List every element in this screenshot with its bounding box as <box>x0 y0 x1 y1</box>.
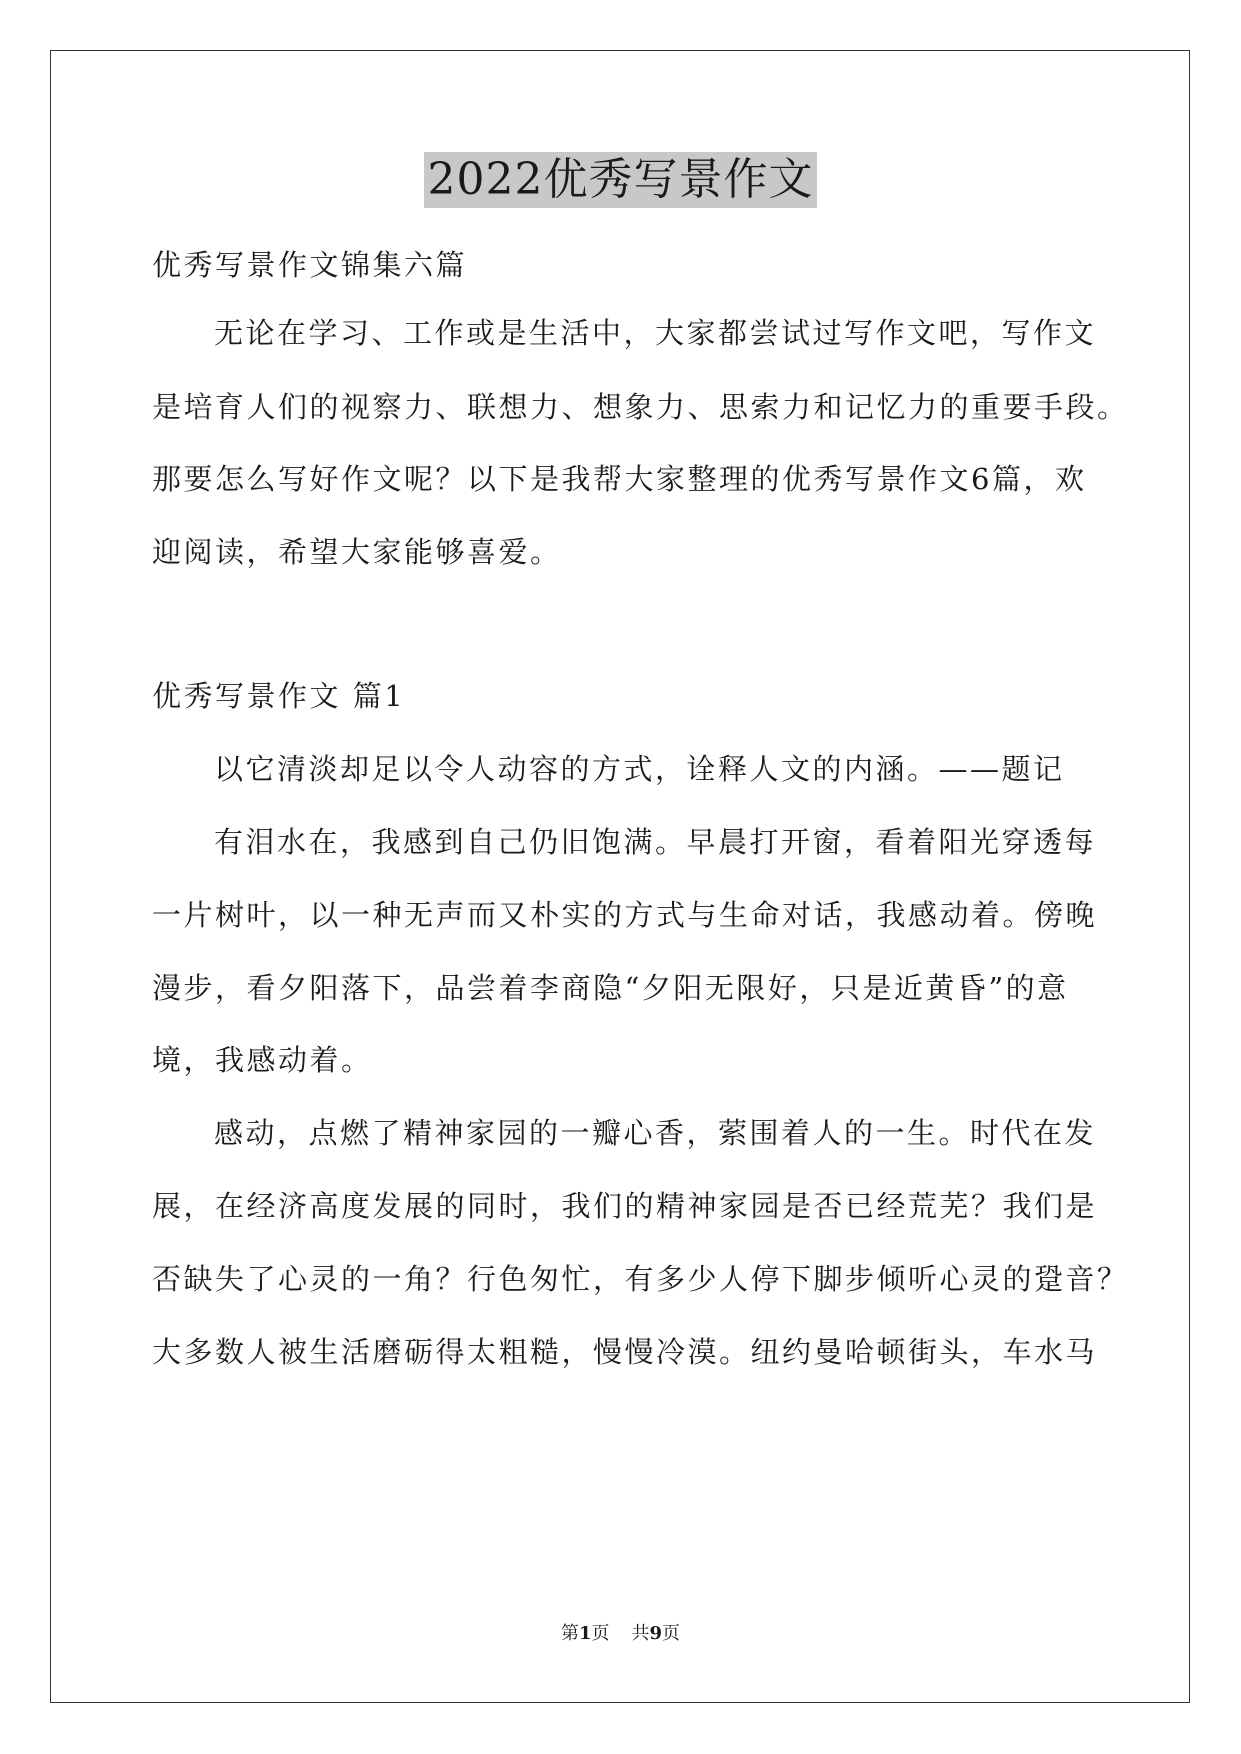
page-total-number: 9 <box>649 1623 663 1644</box>
document-title: 2022优秀写景作文 <box>424 152 818 208</box>
page-current-number: 1 <box>578 1623 592 1644</box>
paragraph-line: 境，我感动着。 <box>152 1043 373 1077</box>
paragraph-line: 以它清淡却足以令人动容的方式，诠释人文的内涵。——题记 <box>214 752 1065 786</box>
total-suffix: 页 <box>662 1623 681 1644</box>
paragraph-line: 那要怎么写好作文呢？以下是我帮大家整理的优秀写景作文6篇，欢 <box>152 462 1087 496</box>
paragraph-line: 感动，点燃了精神家园的一瓣心香，萦围着人的一生。时代在发 <box>214 1116 1097 1150</box>
page-border <box>50 50 1190 1703</box>
paragraph-line: 大多数人被生活磨砺得太粗糙，慢慢冷漠。纽约曼哈顿街头，车水马 <box>152 1335 1098 1369</box>
paragraph-line: 迎阅读，希望大家能够喜爱。 <box>152 535 562 569</box>
page-prefix: 第 <box>560 1623 579 1644</box>
paragraph-line: 否缺失了心灵的一角？行色匆忙，有多少人停下脚步倾听心灵的跫音？ <box>152 1262 1129 1296</box>
paragraph-line: 展，在经济高度发展的同时，我们的精神家园是否已经荒芜？我们是 <box>152 1189 1098 1223</box>
paragraph-line: 是培育人们的视察力、联想力、想象力、思索力和记忆力的重要手段。 <box>152 390 1129 424</box>
page-footer <box>0 1622 1241 1646</box>
title-container <box>0 152 1241 208</box>
paragraph-line: 一片树叶，以一种无声而又朴实的方式与生命对话，我感动着。傍晚 <box>152 898 1098 932</box>
paragraph-line: 有泪水在，我感到自己仍旧饱满。早晨打开窗，看着阳光穿透每 <box>214 825 1097 859</box>
total-prefix: 共 <box>631 1623 650 1644</box>
paragraph-line: 漫步，看夕阳落下，品尝着李商隐“夕阳无限好，只是近黄昏”的意 <box>152 971 1069 1005</box>
section-heading: 优秀写景作文 篇1 <box>152 679 406 713</box>
page-suffix: 页 <box>591 1623 610 1644</box>
paragraph-line: 无论在学习、工作或是生活中，大家都尝试过写作文吧，写作文 <box>214 316 1097 350</box>
document-subtitle: 优秀写景作文锦集六篇 <box>152 248 468 282</box>
